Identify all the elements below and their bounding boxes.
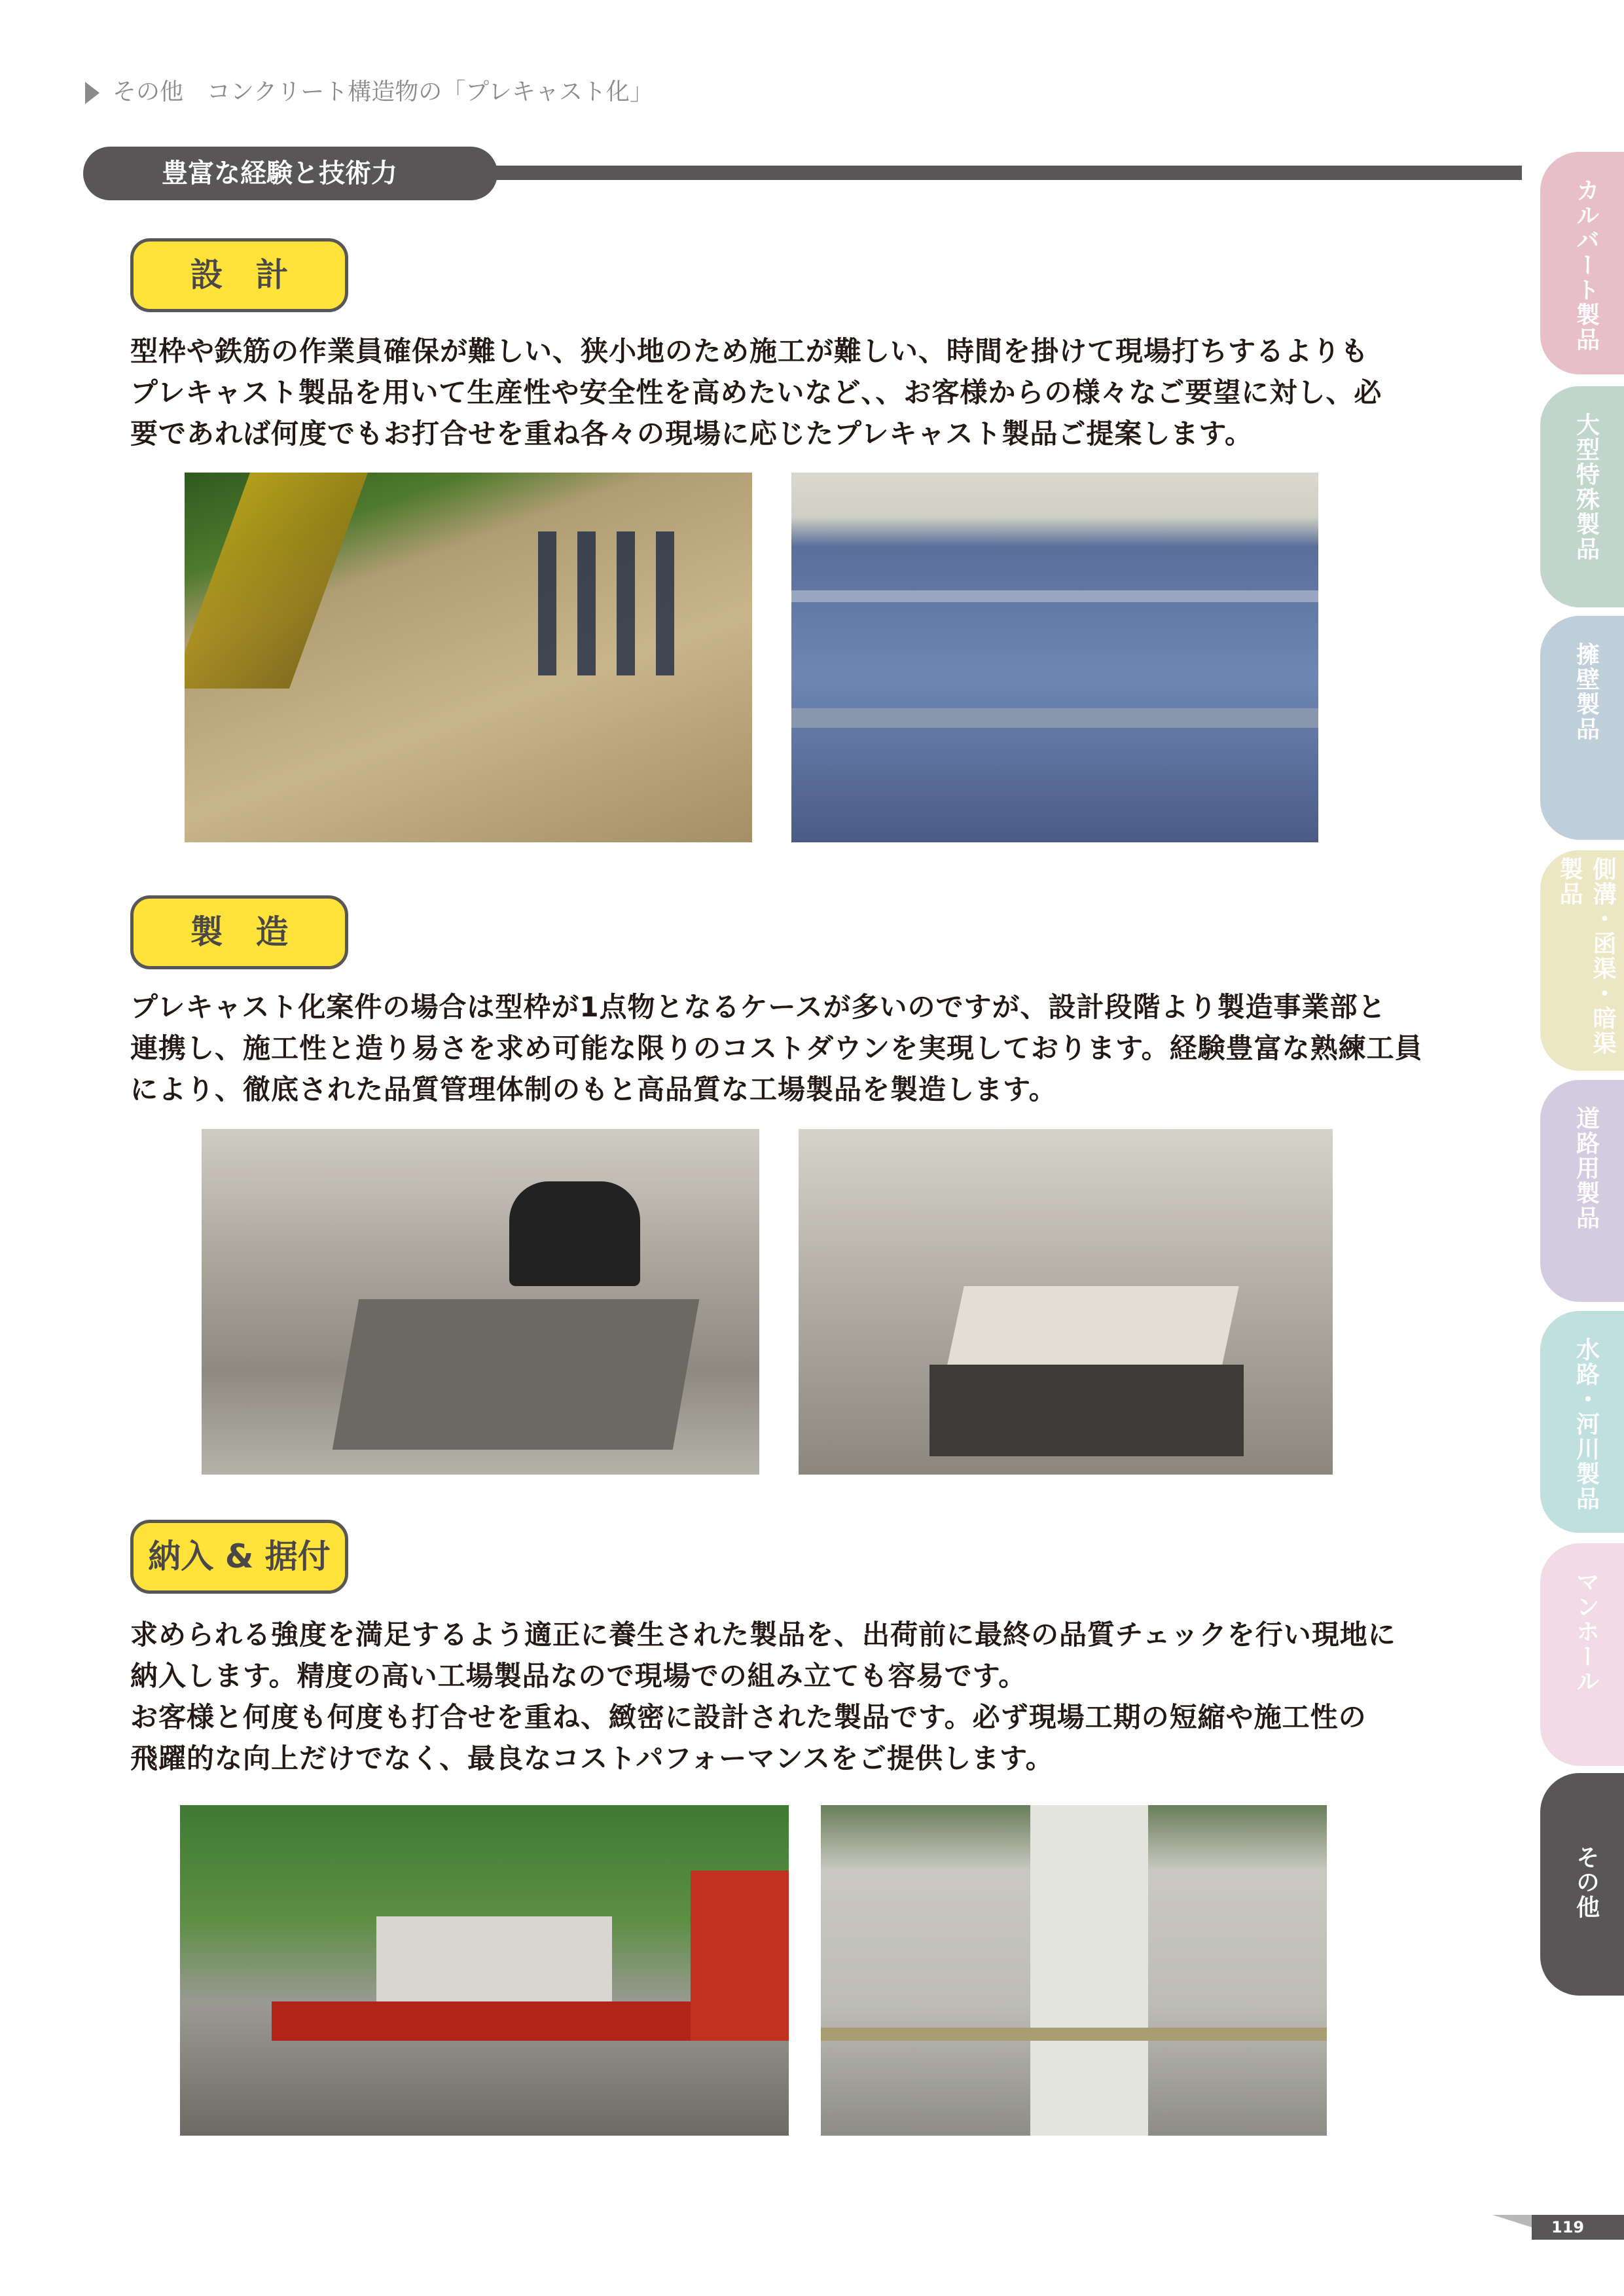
badge-delivery-installation: 納入 & 据付 [130,1520,348,1594]
manufacturing-paragraph: プレキャスト化案件の場合は型枠が1点物となるケースが多いのですが、設計段階より製造事業部と 連携し、施工性と造り易さを求め可能な限りのコストダウンを実現しております。経験豊富な熟練工員 により、徹底された品質管理体制のもと高品質な工場製品を製造します。 [130,991,1423,1105]
delivery-paragraph: 求められる強度を満足するよう適正に養生された製品を、出荷前に最終の品質チェックを行い現地に 納入します。精度の高い工場製品なので現場での組み立ても容易です。 お客様と何度も何度も打合せを重ね、緻密に設計された製品です。必ず現場工期の短縮や施工性の 飛躍的な向上だけでなく、最良なコストパフォーマンスをご提供します。 [130,1619,1396,1774]
page-number: 119 [1492,2215,1624,2240]
header-rule [484,166,1522,180]
photo-worker-formwork [202,1129,759,1475]
photo-formwork-design [791,473,1318,842]
side-tab-waterway[interactable]: 水路・河川製品 [1540,1311,1624,1533]
side-tab-other[interactable]: その他 [1540,1773,1624,1996]
side-tab-culvert[interactable]: カルバート製品 [1540,152,1624,374]
badge-manufacturing: 製 造 [130,895,348,969]
side-tab-large-special[interactable]: 大型特殊製品 [1540,386,1624,607]
side-tab-road[interactable]: 道路用製品 [1540,1080,1624,1302]
section-header: 豊富な経験と技術力 [83,147,497,200]
side-tab-manhole[interactable]: マンホール [1540,1543,1624,1766]
design-paragraph: 型枠や鉄筋の作業員確保が難しい、狭小地のため施工が難しい、時間を掛けて現場打ちするよりも プレキャスト製品を用いて生産性や安全性を高めたいなど、、お客様からの様々なご要望に対し、必 要であれば何度でもお打合せを重ね各々の現場に応じたプレキャスト製品ご提案します。 [130,335,1382,450]
photo-precast-lifting [799,1129,1333,1475]
triangle-icon [85,82,99,104]
photo-installation-site [821,1805,1327,2136]
side-tab-retaining-wall[interactable]: 擁壁製品 [1540,616,1624,840]
photo-delivery-truck [180,1805,789,2136]
breadcrumb: その他 コンクリート構造物の「プレキャスト化」 [85,73,653,107]
photo-site-survey [185,473,752,842]
badge-design: 設 計 [130,238,348,312]
side-tab-gutter[interactable]: 側溝・函渠・暗渠製品 [1540,850,1624,1071]
